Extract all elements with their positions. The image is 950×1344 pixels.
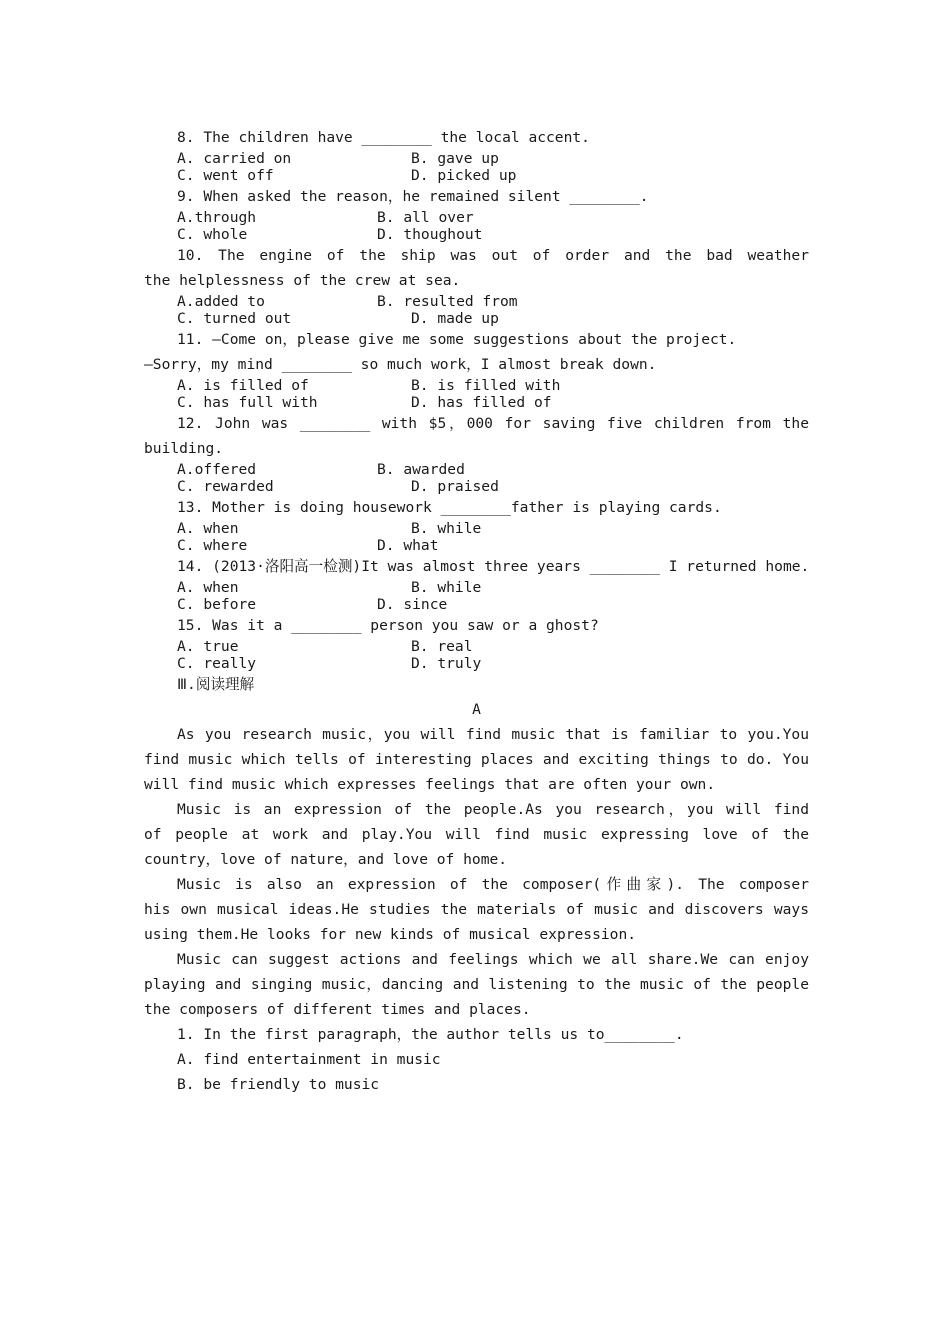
question-14-option-d: D. since [377,596,448,613]
question-13-options-row-1 [144,520,809,537]
passage-p1-line-3: will find music which expresses feelings that are often your own. [144,776,716,793]
question-8-option-c: C. went off [177,167,274,184]
question-12-option-c: C. rewarded [177,478,274,495]
question-9-option-d: D. thoughout [377,226,483,243]
reading-question-1-option-a: A. find entertainment in music [177,1051,441,1068]
question-11-options-row-2 [144,394,809,411]
question-13-option-a: A. when [177,520,239,537]
question-11-option-c: C. has full with [177,394,318,411]
question-15-option-a: A. true [177,638,239,655]
question-11-option-d: D. has filled of [411,394,552,411]
question-10-option-a: A.added to [177,293,265,310]
question-10-stem-line-2: the helplessness of the crew at sea. [144,272,461,289]
question-8-stem: 8. The children have ________ the local accent. [177,129,590,146]
question-13-option-c: C. where [177,537,248,554]
question-12-options-row-1 [144,461,809,478]
question-8-option-d: D. picked up [411,167,517,184]
question-12-option-a: A.offered [177,461,257,478]
question-12-options-row-2 [144,478,809,495]
question-14-stem: 14. (2013·洛阳高一检测)It was almost three years ________ I returned home. [177,558,809,575]
question-10-option-d: D. made up [411,310,499,327]
question-11-options-row-1 [144,377,809,394]
passage-p2-line-1: Music is an expression of the people.As you research，you will find [177,801,809,818]
question-14-options-row-2 [144,596,809,613]
question-13-options-row-2 [144,537,809,554]
question-9-option-c: C. whole [177,226,248,243]
question-8-option-b: B. gave up [411,150,499,167]
passage-p3-line-3: using them.He looks for new kinds of musical expression. [144,926,637,943]
reading-question-1-stem: 1. In the first paragraph，the author tells us to________. [177,1026,684,1043]
question-12-stem-line-1: 12. John was ________ with $5，000 for saving five children from the [177,415,809,432]
question-15-options-row-1 [144,638,809,655]
reading-question-1-option-b: B. be friendly to music [177,1076,380,1093]
passage-p4-line-3: the composers of different times and places. [144,1001,531,1018]
question-8-option-a: A. carried on [177,150,292,167]
passage-p4-line-1: Music can suggest actions and feelings which we all share.We can enjoy [177,951,809,968]
question-8-options-row-2 [144,167,809,184]
question-15-options-row-2 [144,655,809,672]
question-13-option-b: B. while [411,520,482,537]
question-10-option-b: B. resulted from [377,293,518,310]
passage-p3-line-2: his own musical ideas.He studies the materials of music and discovers ways [144,901,809,918]
question-15-stem: 15. Was it a ________ person you saw or a ghost? [177,617,599,634]
passage-p4-line-2: playing and singing music，dancing and listening to the music of the people [144,976,809,993]
passage-p1-line-1: As you research music，you will find music that is familiar to you.You [177,726,809,743]
question-12-option-b: B. awarded [377,461,465,478]
section-heading: Ⅲ.阅读理解 [177,676,255,693]
question-9-stem: 9. When asked the reason，he remained silent ________. [177,188,649,205]
question-9-option-a: A.through [177,209,257,226]
question-10-option-c: C. turned out [177,310,292,327]
question-12-option-d: D. praised [411,478,499,495]
question-11-stem-line-2: —Sorry，my mind ________ so much work，I almost break down. [144,356,657,373]
question-10-stem-line-1: 10. The engine of the ship was out of order and the bad weather [177,247,809,264]
question-9-option-b: B. all over [377,209,474,226]
question-15-option-d: D. truly [411,655,482,672]
question-14-option-a: A. when [177,579,239,596]
question-11-option-a: A. is filled of [177,377,309,394]
question-11-stem-line-1: 11. —Come on，please give me some suggestions about the project. [177,331,737,348]
question-14-option-b: B. while [411,579,482,596]
question-12-stem-line-2: building. [144,440,224,457]
passage-p1-line-2: find music which tells of interesting places and exciting things to do. You [144,751,809,768]
question-9-options-row-2 [144,226,809,243]
question-14-options-row-1 [144,579,809,596]
question-13-stem: 13. Mother is doing housework ________father is playing cards. [177,499,722,516]
question-13-option-d: D. what [377,537,439,554]
question-15-option-b: B. real [411,638,473,655]
question-11-option-b: B. is filled with [411,377,561,394]
question-8-options-row-1 [144,150,809,167]
question-9-options-row-1 [144,209,809,226]
question-10-options-row-1 [144,293,809,310]
question-14-option-c: C. before [177,596,257,613]
passage-p2-line-2: of people at work and play.You will find music expressing love of the [144,826,809,843]
passage-p2-line-3: country，love of nature，and love of home. [144,851,508,868]
question-10-options-row-2 [144,310,809,327]
question-15-option-c: C. really [177,655,257,672]
document-content [144,125,809,1097]
passage-p3-line-1: Music is also an expression of the composer(作曲家). The composer [177,876,809,893]
passage-title: A [472,701,481,718]
